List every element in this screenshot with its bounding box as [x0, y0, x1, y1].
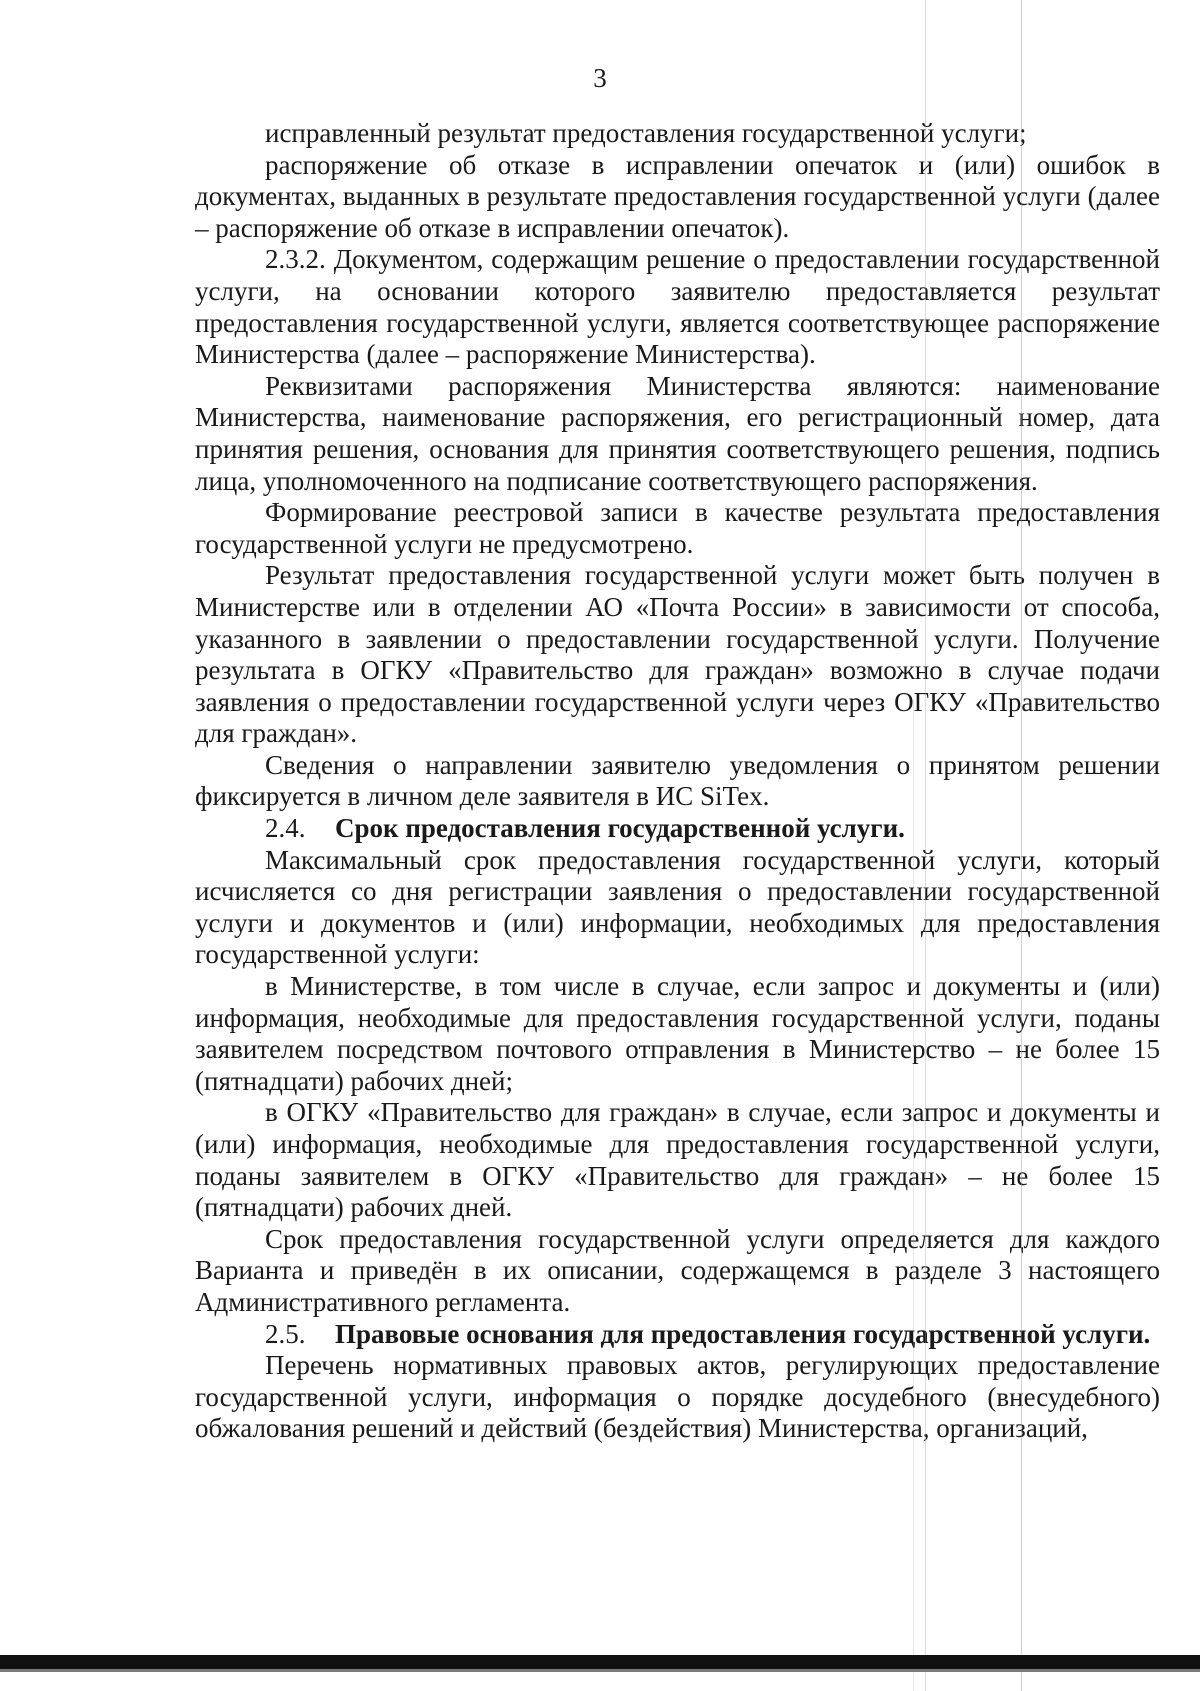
section-heading-2-5 — [195, 1319, 1160, 1351]
section-title: Правовые основания для предоставления государственной услуги. — [335, 1318, 1151, 1349]
paragraph: Сведения о направлении заявителю уведомления о принятом решении фиксируется в личном деле заявителя в ИС SiTex. — [195, 749, 1160, 812]
paragraph: в ОГКУ «Правительство для граждан» в случае, если запрос и документы и (или) информация, необходимые для предоставления государственной услуги, поданы заявителем в ОГКУ «Правительство для граждан» – не более 15 (пятнадцати) рабочих дней. — [195, 1097, 1160, 1223]
paragraph: 2.3.2. Документом, содержащим решение о предоставлении государственной услуги, на основании которого заявителю предоставляется результат предоставления государственной услуги, является соответствующее распоряжение Министерства (далее – распоряжение Министерства). — [195, 244, 1160, 370]
paragraph: распоряжение об отказе в исправлении опечаток и (или) ошибок в документах, выданных в результате предоставления государственной услуги (далее – распоряжение об отказе в исправлении опечаток). — [195, 149, 1160, 243]
paragraph: Срок предоставления государственной услуги определяется для каждого Варианта и приведён в их описании, содержащемся в разделе 3 настоящего Административного регламента. — [195, 1223, 1160, 1317]
paragraph: Формирование реестровой записи в качестве результата предоставления государственной услуги не предусмотрено. — [195, 497, 1160, 559]
section-number: 2.4. — [265, 813, 306, 844]
paragraph: Результат предоставления государственной услуги может быть получен в Министерстве или в отделении АО «Почта России» в зависимости от способа, указанного в заявлении о предоставлении государственной услуги. Получение результата в ОГКУ «Правительство для граждан» возможно в случае подачи заявления о предоставлении государственной услуги через ОГКУ «Правительство для граждан». — [195, 560, 1160, 749]
page-number: 3 — [593, 63, 607, 93]
scan-bottom-edge-shadow — [0, 1669, 1200, 1672]
paragraph: исправленный результат предоставления государственной услуги; — [265, 118, 1027, 148]
scan-artifact-line — [925, 0, 926, 1691]
section-heading-2-4 — [195, 813, 1160, 845]
scan-artifact-line — [913, 700, 914, 1691]
paragraph: Перечень нормативных правовых актов, регулирующих предоставление государственной услуги, информация о порядке досудебного (внесудебного) обжалования решений и действий (бездействия) Министерства, организаций, — [195, 1350, 1160, 1444]
body-text — [195, 118, 1160, 1445]
scan-bottom-edge — [0, 1655, 1200, 1669]
paragraph: Максимальный срок предоставления государственной услуги, который исчисляется со дня регистрации заявления о предоставлении государственной услуги и документов и (или) информации, необходимых для предоставления государственной услуги: — [195, 844, 1160, 970]
section-title: Срок предоставления государственной услуги. — [335, 813, 905, 844]
scan-artifact-line — [1021, 0, 1022, 1691]
section-number: 2.5. — [265, 1318, 306, 1349]
paragraph: в Министерстве, в том числе в случае, если запрос и документы и (или) информация, необходимые для предоставления государственной услуги, поданы заявителем посредством почтового отправления в Министерство – не более 15 (пятнадцати) рабочих дней; — [195, 971, 1160, 1096]
paragraph: Реквизитами распоряжения Министерства являются: наименование Министерства, наименование распоряжения, его регистрационный номер, дата принятия решения, основания для принятия соответствующего решения, подпись лица, уполномоченного на подписание соответствующего распоряжения. — [195, 370, 1160, 496]
